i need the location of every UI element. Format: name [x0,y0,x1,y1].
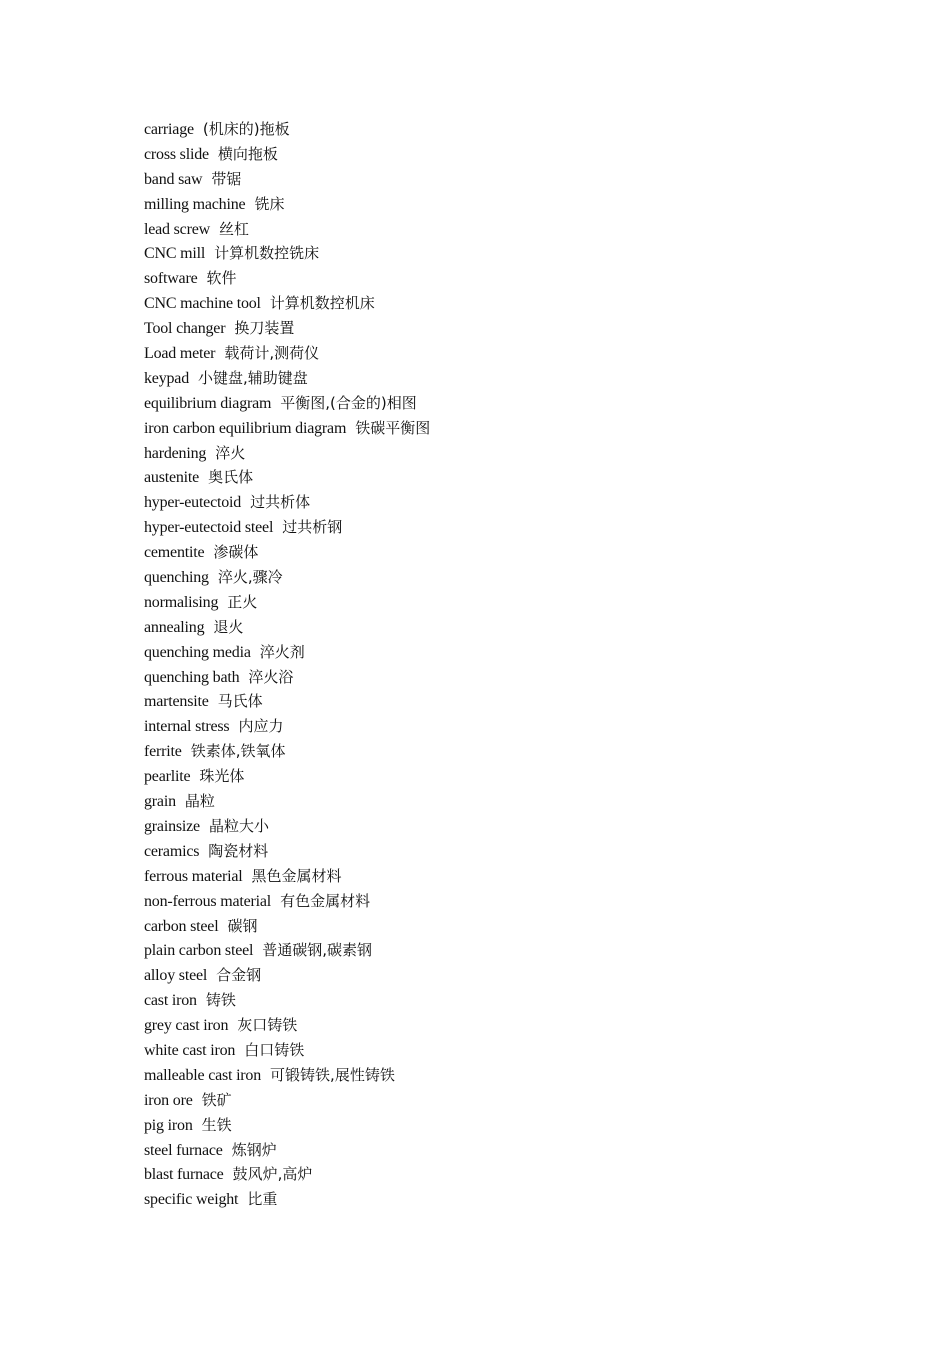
glossary-entry [144,416,430,441]
entry-translation: 计算机数控机床 [269,294,375,313]
entry-term: Load meter [144,345,216,363]
entry-translation: 渗碳体 [213,543,259,562]
entry-translation: 铁矿 [201,1090,232,1109]
glossary-entry [144,217,430,242]
entry-translation: 铁素体,铁氧体 [190,742,286,761]
glossary-entry [144,266,430,291]
entry-translation: 鼓风炉,高炉 [232,1165,313,1184]
entry-term: hyper-eutectoid [144,494,242,512]
entry-translation: 换刀装置 [234,319,295,338]
entry-translation: 铣床 [254,194,285,213]
entry-term: martensite [144,693,209,711]
entry-translation: 过共析钢 [282,518,343,537]
glossary-entry [144,391,430,416]
glossary-entry [144,1187,430,1212]
entry-term: hyper-eutectoid steel [144,519,274,537]
entry-term: internal stress [144,718,230,736]
entry-translation: 小键盘,辅助键盘 [198,368,308,387]
entry-translation: 合金钢 [216,966,262,985]
entry-term: iron ore [144,1091,193,1109]
entry-translation: 退火 [213,617,244,636]
glossary-entry [144,167,430,192]
glossary-entry [144,142,430,167]
glossary-entry [144,441,430,466]
entry-term: keypad [144,369,190,387]
entry-translation: 奥氏体 [208,468,254,487]
glossary-entry [144,864,430,889]
glossary-entry [144,938,430,963]
glossary-entry [144,914,430,939]
glossary-entry [144,1113,430,1138]
glossary-entry [144,665,430,690]
glossary-entry [144,117,430,142]
entry-term: austenite [144,469,200,487]
entry-term: specific weight [144,1191,239,1209]
entry-term: annealing [144,618,205,636]
glossary-entry [144,1013,430,1038]
glossary-entry [144,615,430,640]
glossary-entry [144,316,430,341]
glossary-entry [144,764,430,789]
entry-term: grey cast iron [144,1017,229,1035]
entry-term: steel furnace [144,1141,223,1159]
glossary-entry [144,515,430,540]
glossary-entry [144,540,430,565]
entry-translation: 陶瓷材料 [208,841,269,860]
glossary-entry [144,341,430,366]
entry-translation: 晶粒 [184,792,215,811]
entry-term: white cast iron [144,1041,236,1059]
entry-term: cast iron [144,992,197,1010]
entry-term: non-ferrous material [144,892,272,910]
glossary-entry [144,739,430,764]
glossary-entry [144,889,430,914]
entry-translation: 晶粒大小 [208,816,269,835]
entry-term: grain [144,793,176,811]
glossary-list [144,117,430,1212]
glossary-entry [144,689,430,714]
entry-translation: 比重 [247,1190,278,1209]
entry-term: CNC mill [144,245,206,263]
entry-translation: 载荷计,测荷仪 [224,344,320,363]
entry-translation: 珠光体 [199,767,245,786]
entry-term: band saw [144,170,203,188]
entry-translation: 铸铁 [205,991,236,1010]
entry-term: quenching [144,569,209,587]
glossary-entry [144,789,430,814]
entry-translation: 生铁 [201,1115,232,1134]
entry-translation: 黑色金属材料 [251,866,342,885]
entry-translation: 软件 [206,269,237,288]
entry-term: normalising [144,593,219,611]
glossary-entry [144,291,430,316]
entry-term: lead screw [144,220,210,238]
entry-translation: 可锻铸铁,展性铸铁 [270,1065,395,1084]
entry-translation: 淬火 [215,443,246,462]
entry-translation: 横向拖板 [217,144,278,163]
entry-term: hardening [144,444,207,462]
glossary-entry [144,565,430,590]
entry-term: software [144,270,198,288]
entry-translation: 白口铸铁 [244,1040,305,1059]
glossary-entry [144,1138,430,1163]
entry-term: carriage [144,121,194,138]
entry-term: iron carbon equilibrium diagram [144,419,347,437]
glossary-entry [144,839,430,864]
entry-term: malleable cast iron [144,1066,262,1084]
entry-translation: 平衡图,(合金的)相图 [280,393,417,412]
entry-translation: 计算机数控铣床 [214,244,320,263]
entry-term: CNC machine tool [144,295,261,313]
entry-term: ferrous material [144,867,243,885]
entry-translation: (机床的)拖板 [202,120,290,138]
entry-translation: 带锯 [211,169,242,188]
glossary-entry [144,988,430,1013]
entry-translation: 淬火剂 [259,642,305,661]
entry-term: milling machine [144,195,246,213]
glossary-entry [144,1063,430,1088]
entry-term: equilibrium diagram [144,394,272,412]
entry-term: cross slide [144,145,209,163]
entry-translation: 过共析体 [250,493,311,512]
entry-term: grainsize [144,817,200,835]
glossary-entry [144,714,430,739]
entry-translation: 碳钢 [227,916,258,935]
entry-term: carbon steel [144,917,219,935]
entry-translation: 炼钢炉 [231,1140,277,1159]
entry-term: alloy steel [144,967,208,985]
entry-translation: 铁碳平衡图 [355,418,431,437]
entry-term: blast furnace [144,1166,224,1184]
entry-term: ceramics [144,842,200,860]
glossary-entry [144,1162,430,1187]
glossary-entry [144,963,430,988]
entry-term: pig iron [144,1116,193,1134]
entry-term: Tool changer [144,320,226,338]
glossary-entry [144,640,430,665]
glossary-entry [144,241,430,266]
entry-translation: 淬火浴 [248,667,294,686]
entry-translation: 丝杠 [218,219,249,238]
entry-term: quenching bath [144,668,240,686]
glossary-entry [144,590,430,615]
entry-term: plain carbon steel [144,942,254,960]
entry-term: ferrite [144,743,182,761]
entry-translation: 马氏体 [217,692,263,711]
glossary-entry [144,814,430,839]
entry-term: quenching media [144,643,251,661]
entry-translation: 灰口铸铁 [237,1016,298,1035]
entry-translation: 普通碳钢,碳素钢 [262,941,373,960]
entry-term: cementite [144,544,205,562]
entry-translation: 内应力 [238,717,284,736]
glossary-entry [144,366,430,391]
entry-translation: 正火 [227,592,258,611]
glossary-entry [144,1088,430,1113]
glossary-entry [144,465,430,490]
glossary-entry [144,490,430,515]
glossary-entry [144,192,430,217]
entry-translation: 有色金属材料 [280,891,371,910]
glossary-entry [144,1038,430,1063]
entry-term: pearlite [144,768,191,786]
entry-translation: 淬火,骤冷 [217,568,283,587]
